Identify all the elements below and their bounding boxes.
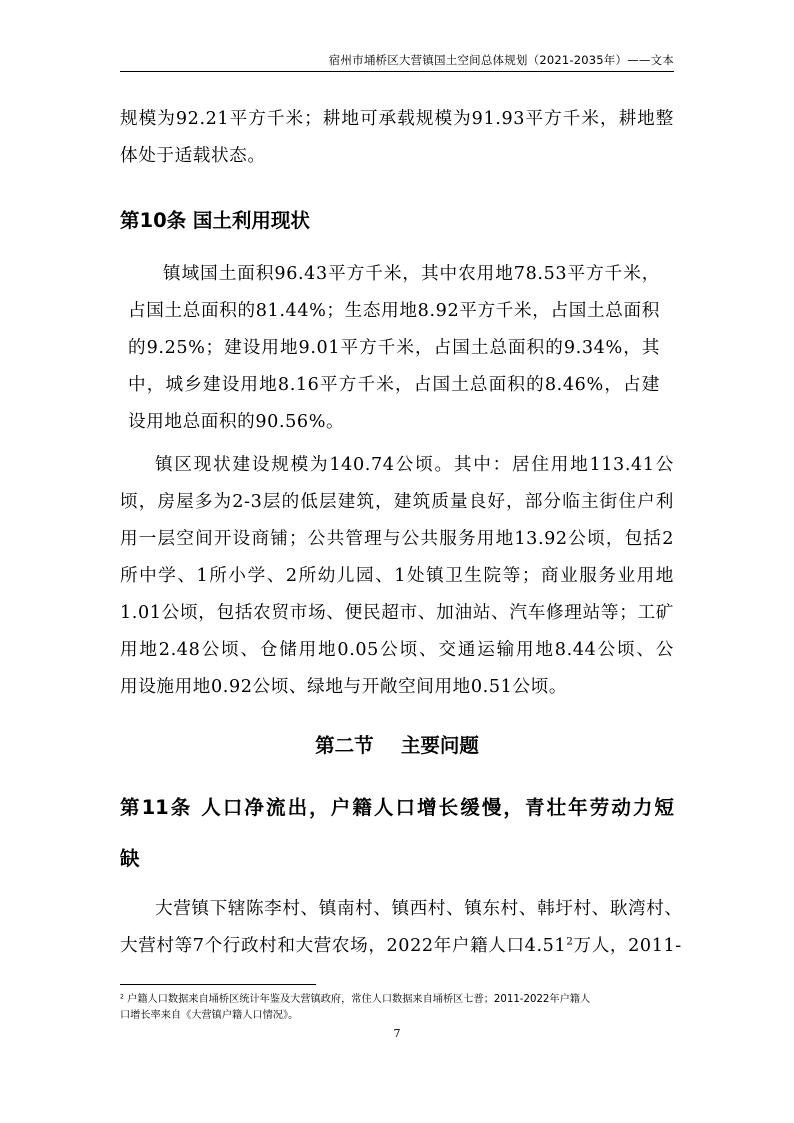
article-11-heading-line-1: 第11条 人口净流出，户籍人口增长缓慢，青壮年劳动力短 — [120, 796, 674, 819]
text-line: 镇区现状建设规模为140.74公顷。其中：居住用地113.41公 — [155, 455, 674, 475]
text-line: 用一层空间开设商铺；公共管理与公共服务用地13.92公顷，包括2 — [120, 529, 674, 549]
footnote-marker: 2 — [120, 993, 124, 1001]
footnote-line: 口增长率来自《大营镇户籍人口情况》。 — [120, 1010, 299, 1021]
text-line: 体处于适载状态。 — [120, 146, 266, 166]
footnote-text: 户籍人口数据来自埇桥区统计年鉴及大营镇政府，常住人口数据来自埇桥区七普；2011-2022年户籍人 — [123, 994, 591, 1005]
text-line: 1.01公顷，包括农贸市场、便民超市、加油站、汽车修理站等；工矿 — [120, 603, 674, 623]
text-line: 中，城乡建设用地8.16平方千米，占国土总面积的8.46%，占建 — [128, 375, 660, 395]
footnote-ref[interactable]: 2 — [566, 935, 574, 948]
text-line: 顷，房屋多为2-3层的低层建筑，建筑质量良好，部分临主街住户利 — [120, 492, 674, 512]
text-line — [120, 928, 682, 965]
article-10-heading: 第10条 国土利用现状 — [120, 209, 310, 232]
text-line: 镇域国土面积96.43平方千米，其中农用地78.53平方千米， — [163, 264, 660, 284]
text-line: 规模为92.21平方千米；耕地可承载规模为91.93平方千米，耕地整 — [120, 109, 674, 129]
header-rule — [120, 71, 674, 72]
article-11-paragraph — [120, 891, 683, 965]
text-line: 的9.25%；建设用地9.01平方千米，占国土总面积的9.34%，其 — [128, 338, 660, 358]
text-run: 大营村等7个行政村和大营农场，2022年户籍人口4.51 — [120, 936, 567, 956]
text-line: 设用地总面积的90.56%。 — [128, 412, 345, 432]
running-header: 宿州市埇桥区大营镇国土空间总体规划（2021-2035年）——文本 — [328, 53, 674, 67]
article-10-paragraph-1 — [128, 256, 660, 441]
footnote-rule — [120, 984, 316, 985]
section-2-heading: 第二节 主要问题 — [315, 734, 479, 757]
page-number: 7 — [393, 1027, 401, 1040]
text-run: 万人，2011- — [573, 936, 682, 956]
text-line: 大营镇下辖陈李村、镇南村、镇西村、镇东村、韩圩村、耿湾村、 — [155, 899, 683, 919]
footnote-line — [120, 992, 674, 1008]
text-line: 用设施用地0.92公顷、绿地与开敞空间用地0.51公顷。 — [120, 677, 568, 697]
continuation-paragraph — [120, 101, 674, 175]
article-10-paragraph-2 — [120, 447, 674, 706]
text-line: 用地2.48公顷、仓储用地0.05公顷、交通运输用地8.44公顷、公 — [120, 640, 674, 660]
article-11-heading-line-2: 缺 — [120, 847, 140, 870]
footnote — [120, 992, 674, 1024]
text-line: 占国土总面积的81.44%；生态用地8.92平方千米，占国土总面积 — [128, 301, 660, 321]
text-line: 所中学、1所小学、2所幼儿园、1处镇卫生院等；商业服务业用地 — [120, 566, 674, 586]
